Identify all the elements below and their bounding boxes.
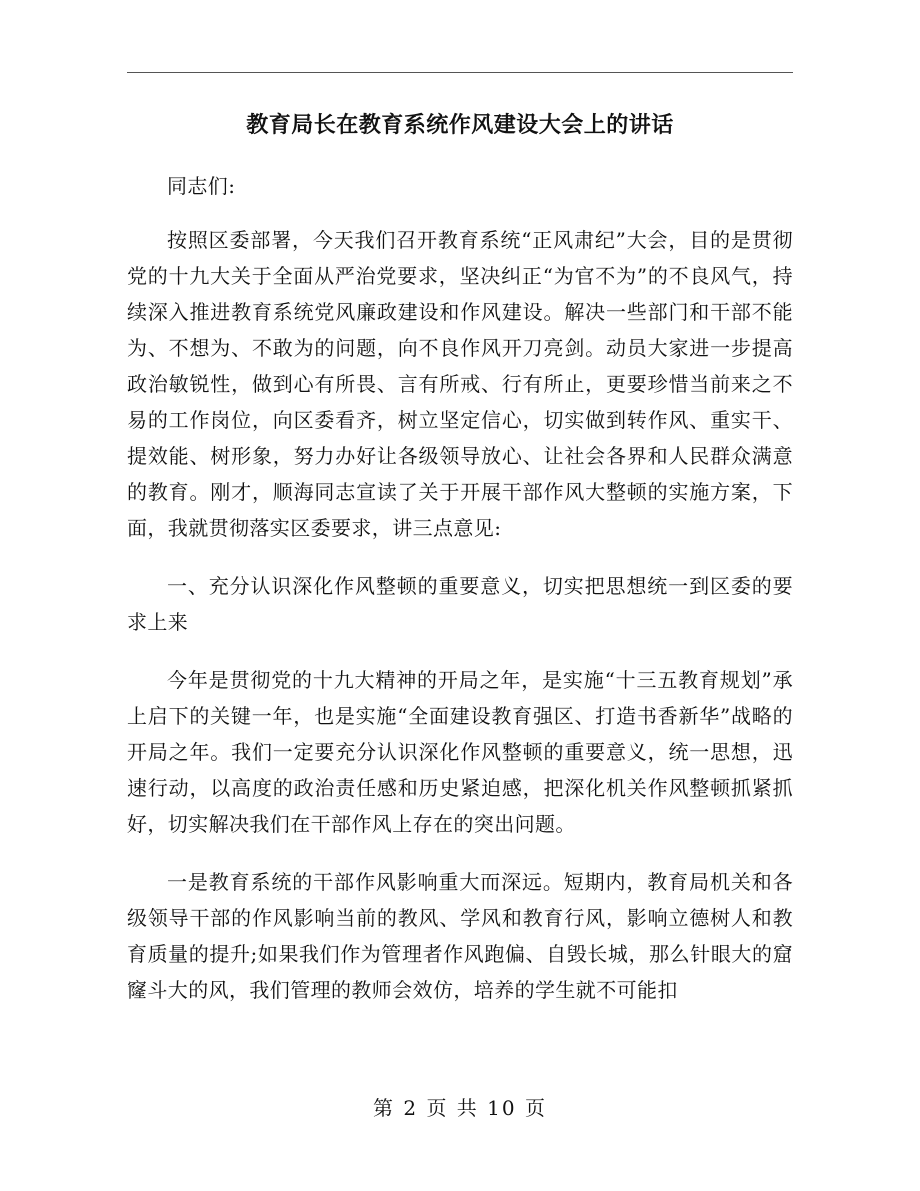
salutation: 同志们: (167, 174, 236, 198)
body-paragraph-point-1: 一是教育系统的干部作风影响重大而深远。短期内，教育局机关和各级领导干部的作风影响当前的教风、学风和教育行风，影响立德树人和教育质量的提升;如果我们作为管理者作风跑偏、自毁长城，那么针眼大的窟窿斗大的风，我们管理的教师会效仿，培养的学生就不可能扣 (127, 870, 793, 1002)
document-title: 教育局长在教育系统作风建设大会上的讲话 (246, 113, 674, 138)
body-paragraph-intro: 按照区委部署，今天我们召开教育系统“正风肃纪”大会，目的是贯彻党的十九大关于全面从严治党要求，坚决纠正“为官不为”的不良风气，持续深入推进教育系统党风廉政建设和作风建设。解决一些部门和干部不能为、不想为、不敢为的问题，向不良作风开刀亮剑。动员大家进一步提高政治敏锐性，做到心有所畏、言有所戒、行有所止，更要珍惜当前来之不易的工作岗位，向区委看齐，树立坚定信心，切实做到转作风、重实干、提效能、树形象，努力办好让各级领导放心、让社会各界和人民群众满意的教育。刚才，顺海同志宣读了关于开展干部作风大整顿的实施方案，下面，我就贯彻落实区委要求，讲三点意见: (127, 228, 793, 540)
body-paragraph-context: 今年是贯彻党的十九大精神的开局之年，是实施“十三五教育规划”承上启下的关键一年，也是实施“全面建设教育强区、打造书香新华”战略的开局之年。我们一定要充分认识深化作风整顿的重要意义，统一思想，迅速行动，以高度的政治责任感和历史紧迫感，把深化机关作风整顿抓紧抓好，切实解决我们在干部作风上存在的突出问题。 (127, 668, 793, 836)
document-body (127, 168, 793, 1030)
page-number: 第 2 页 共 10 页 (373, 1096, 547, 1120)
section-heading-1: 一、充分认识深化作风整顿的重要意义，切实把思想统一到区委的要求上来 (127, 574, 793, 634)
header-rule (127, 72, 793, 73)
